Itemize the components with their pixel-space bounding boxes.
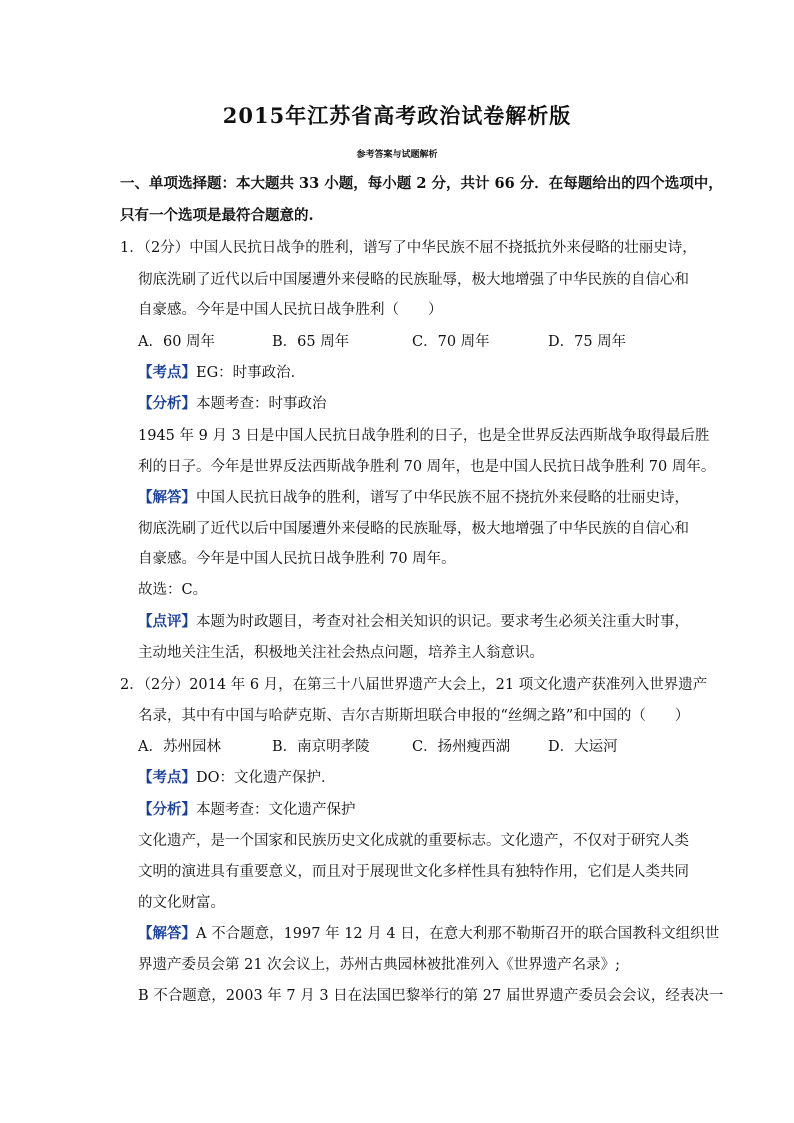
q1-jieda-line-3: 自豪感。今年是中国人民抗日战争胜利 70 周年。: [138, 551, 456, 567]
q2-option-a: A．苏州园林: [138, 739, 221, 755]
q1-dianping: [138, 612, 689, 632]
q2-jieda-line-2: 界遗产委员会第 21 次会议上，苏州古典园林被批准列入《世界遗产名录》;: [138, 957, 621, 973]
q1-kaodian: [138, 363, 305, 383]
jieda-text: A 不合题意，1997 年 12 月 4 日，在意大利那不勒斯召开的联合国教科文组织世: [196, 926, 720, 942]
q1-fenxi-body-2: 利的日子。今年是世界反法西斯战争胜利 70 周年，也是中国人民抗日战争胜利 70 周年。: [138, 459, 716, 475]
q2-stem-line-1: 2．（2分）2014 年 6 月，在第三十八届世界遗产大会上，21 项文化遗产获准列入世界遗产: [120, 677, 708, 693]
q1-fenxi: [138, 394, 327, 414]
section-heading-line-2: 只有一个选项是最符合题意的.: [120, 207, 314, 224]
q2-stem-line-2: 名录，其中有中国与哈萨克斯、吉尔吉斯斯坦联合申报的“丝绸之路”和中国的（ ）: [138, 708, 690, 724]
q2-jieda: [138, 924, 719, 944]
section-heading-line-1: 一、单项选择题：本大题共 33 小题，每小题 2 分，共计 66 分．在每题给出的四个选项中，: [120, 175, 723, 192]
q1-jieda: [138, 488, 689, 508]
q2-jieda-line-3: B 不合题意，2003 年 7 月 3 日在法国巴黎举行的第 27 届世界遗产委员会会议，经表决一: [138, 988, 724, 1004]
q2-option-c: C．扬州瘦西湖: [412, 739, 511, 755]
q2-fenxi-body-1: 文化遗产，是一个国家和民族历史文化成就的重要标志。文化遗产，不仅对于研究人类: [138, 833, 689, 849]
q1-option-d: D．75 周年: [548, 334, 627, 350]
q1-option-c: C．70 周年: [412, 334, 490, 350]
q1-option-a: A．60 周年: [138, 334, 216, 350]
q1-stem-line-1: 1．（2分）中国人民抗日战争的胜利，谱写了中华民族不屈不挠抵抗外来侵略的壮丽史诗，: [120, 240, 697, 256]
q2-option-b: B．南京明孝陵: [272, 739, 370, 755]
fenxi-text: 本题考查：文化遗产保护: [196, 802, 356, 818]
kaodian-text: DO：文化遗产保护．: [196, 770, 336, 786]
q1-answer: 故选：C。: [138, 582, 208, 598]
q2-option-d: D．大运河: [548, 739, 618, 755]
kaodian-tag: 【考点】: [138, 769, 196, 786]
q1-dianping-line-2: 主动地关注生活，积极地关注社会热点问题，培养主人翁意识。: [138, 645, 544, 661]
fenxi-tag: 【分析】: [138, 801, 196, 818]
kaodian-text: EG：时事政治．: [196, 365, 306, 381]
fenxi-tag: 【分析】: [138, 395, 196, 412]
jieda-tag: 【解答】: [138, 925, 196, 942]
dianping-text: 本题为时政题目，考查对社会相关知识的识记。要求考生必须关注重大时事，: [196, 614, 689, 630]
fenxi-text: 本题考查：时事政治: [196, 396, 327, 412]
jieda-tag: 【解答】: [138, 489, 196, 506]
page-subtitle: 参考答案与试题解析: [356, 150, 438, 160]
q1-jieda-line-2: 彻底洗刷了近代以后中国屡遭外来侵略的民族耻辱，极大地增强了中华民族的自信心和: [138, 521, 689, 537]
q1-fenxi-body-1: 1945 年 9 月 3 日是中国人民抗日战争胜利的日子，也是全世界反法西斯战争取得最后胜: [138, 428, 710, 444]
q2-fenxi-body-2: 文明的演进具有重要意义，而且对于展现世文化多样性具有独特作用，它们是人类共同: [138, 864, 689, 880]
dianping-tag: 【点评】: [138, 613, 196, 630]
q1-stem-line-2: 彻底洗刷了近代以后中国屡遭外来侵略的民族耻辱，极大地增强了中华民族的自信心和: [138, 272, 689, 288]
jieda-text: 中国人民抗日战争的胜利，谱写了中华民族不屈不挠抗外来侵略的壮丽史诗，: [196, 490, 689, 506]
kaodian-tag: 【考点】: [138, 364, 196, 381]
q2-fenxi-body-3: 的文化财富。: [138, 895, 225, 911]
q2-kaodian: [138, 768, 336, 788]
q2-fenxi: [138, 800, 356, 820]
page-title: 2015年江苏省高考政治试卷解析版: [222, 103, 572, 128]
q1-option-b: B．65 周年: [272, 334, 350, 350]
q1-stem-line-3: 自豪感。今年是中国人民抗日战争胜利（ ）: [138, 302, 443, 318]
